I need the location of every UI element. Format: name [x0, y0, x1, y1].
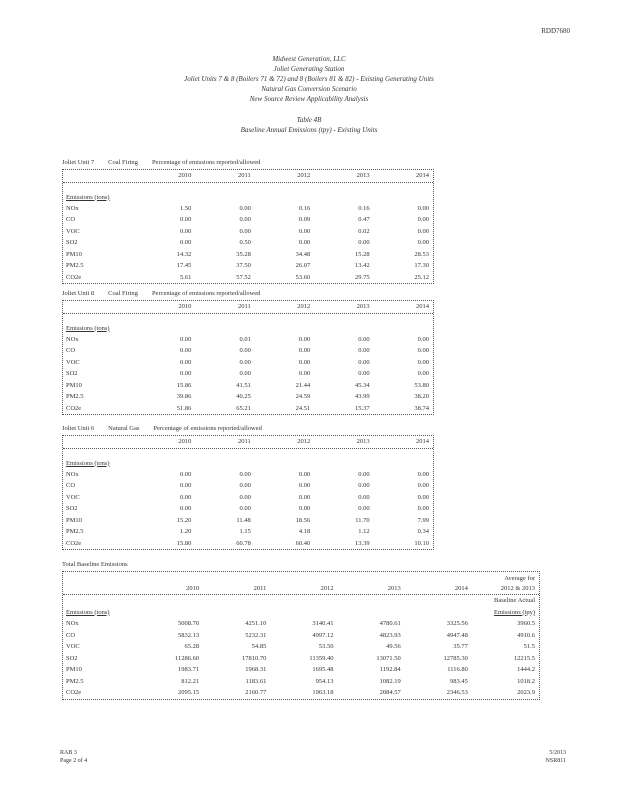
pollutant: CO: [66, 347, 76, 354]
cell-value: 0.00: [239, 204, 251, 212]
cell-value: 0.00: [358, 347, 370, 354]
cell-value: 2160.77: [245, 689, 267, 696]
baseline-header-line: Baseline Actual: [494, 597, 536, 604]
cell-value: 17810.70: [241, 654, 267, 662]
cell-value: 57.52: [236, 273, 251, 281]
pollutant: SO2: [66, 239, 78, 246]
year-header: 2013: [356, 303, 370, 310]
cell-value: 0.00: [417, 493, 430, 501]
cell-value: 1.20: [180, 528, 192, 535]
year-header-row: [63, 301, 433, 314]
cell-value: 13.42: [355, 262, 370, 269]
cell-value: 0.00: [180, 335, 192, 343]
pollutant: PM10: [66, 381, 82, 389]
year-header: 2014: [416, 303, 430, 310]
cell-value: 0.00: [358, 505, 370, 512]
blank: [63, 595, 136, 607]
cell-value: 4910.6: [517, 631, 536, 639]
cell-value: 11.48: [236, 516, 251, 524]
table-row: [63, 515, 433, 527]
pollutant: CO2e: [66, 404, 82, 412]
table-row: [63, 345, 433, 357]
table-caption: Total Baseline Emissions: [62, 561, 128, 568]
cell-value: 54.85: [251, 643, 267, 650]
note: Percentage of emissions reported/allowed: [151, 159, 261, 166]
cell-value: 5.61: [180, 273, 192, 281]
average-header-line: Average for: [504, 575, 536, 582]
cell-value: 4997.12: [312, 631, 334, 639]
pollutant: VOC: [66, 358, 80, 366]
cell-value: 43.99: [355, 393, 370, 400]
table-row: [63, 653, 539, 665]
cell-value: 26.07: [295, 262, 311, 269]
cell-value: 0.00: [239, 482, 251, 489]
year-header: 2012: [297, 172, 311, 179]
table-title: Table 4B: [296, 116, 322, 124]
table-row: [63, 664, 539, 676]
cell-value: 1444.2: [517, 666, 536, 673]
cell-value: 53.60: [295, 273, 311, 281]
table-row: [63, 676, 539, 688]
cell-value: 0.00: [417, 505, 430, 512]
header-line: New Source Review Applicability Analysis: [249, 95, 369, 103]
cell-value: 0.00: [417, 216, 430, 223]
section-row: [63, 607, 539, 619]
cell-value: 0.02: [358, 227, 370, 235]
baseline-header-line: Emissions (tpy): [494, 608, 536, 616]
cell-value: 0.00: [358, 358, 370, 366]
cell-value: 0.00: [298, 335, 311, 343]
cell-value: 0.00: [180, 347, 192, 354]
cell-value: 3325.56: [446, 620, 468, 627]
cell-value: 2095.15: [178, 689, 200, 696]
header-line: Joliet Generating Station: [273, 65, 345, 73]
cell-value: 4251.10: [245, 620, 267, 627]
cell-value: 14.32: [176, 250, 192, 258]
cell-value: 41.51: [236, 381, 251, 389]
cell-value: 2084.57: [379, 689, 401, 696]
cell-value: 24.59: [295, 393, 311, 400]
year-header: 2011: [238, 303, 251, 310]
cell-value: 15.20: [176, 516, 192, 524]
table-row: [63, 618, 539, 630]
cell-value: 0.00: [417, 239, 430, 246]
table-row: [63, 480, 433, 492]
cell-value: 13071.50: [376, 654, 401, 662]
year-header-row: [63, 436, 433, 449]
cell-value: 15.86: [176, 381, 192, 389]
fuel: Coal Firing: [108, 290, 138, 297]
cell-value: 0.00: [358, 335, 370, 343]
table-row: [63, 687, 539, 699]
cell-value: 38.74: [414, 404, 430, 412]
cell-value: 0.00: [358, 493, 370, 501]
cell-value: 5832.13: [178, 631, 200, 639]
table-row: [63, 334, 433, 346]
year-header-row: [63, 170, 433, 183]
table-row: [63, 357, 433, 369]
cell-value: 0.00: [180, 358, 192, 366]
page-number: Page 2 of 4: [60, 758, 88, 764]
cell-value: 0.00: [358, 482, 370, 489]
cell-value: 0.00: [239, 370, 251, 377]
header-line: Midwest Generation, LLC: [272, 55, 346, 63]
cell-value: 18.56: [295, 516, 311, 524]
cell-value: 0.00: [180, 216, 192, 223]
cell-value: 0.00: [358, 370, 370, 377]
table-row: [63, 403, 433, 415]
cell-value: 0.00: [180, 239, 192, 246]
year-header: 2011: [238, 438, 251, 445]
blank: [203, 595, 270, 607]
cell-value: 0.00: [298, 239, 311, 246]
pollutant: PM2.5: [66, 677, 84, 685]
blank: [270, 607, 337, 619]
section-label: Emissions (tons): [66, 608, 110, 616]
cell-value: 12785.30: [443, 654, 468, 662]
cell-value: 51.86: [176, 404, 192, 412]
fuel: Natural Gas: [108, 425, 140, 432]
unit-table: [62, 300, 434, 415]
cell-value: 37.50: [236, 262, 251, 269]
cell-value: 51.5: [523, 643, 536, 650]
year-header: 2010: [178, 438, 192, 445]
unit-table: [62, 435, 434, 550]
pollutant: CO: [66, 482, 76, 489]
pollutant: CO: [66, 216, 76, 223]
cell-value: 0.00: [417, 347, 430, 354]
cell-value: 0.00: [180, 470, 192, 478]
cell-value: 0.00: [298, 358, 311, 366]
cell-value: 25.12: [414, 273, 430, 281]
pollutant: CO2e: [66, 273, 82, 281]
cell-value: 1695.48: [312, 666, 334, 673]
cell-value: 35.77: [453, 643, 468, 650]
cell-value: 3960.5: [517, 620, 536, 627]
cell-value: 1983.71: [178, 666, 200, 673]
footer-date: 5/2013: [549, 750, 566, 756]
cell-value: 0.47: [358, 216, 370, 223]
year-header: 2010: [178, 172, 192, 179]
blank: [63, 170, 136, 182]
cell-value: 1.12: [358, 528, 370, 535]
cell-value: 5008.70: [178, 620, 200, 627]
cell-value: 0.09: [298, 216, 311, 223]
baseline-header-row: [63, 595, 539, 607]
cell-value: 15.37: [355, 404, 370, 412]
pollutant: VOC: [66, 643, 80, 650]
footer-left: [60, 749, 87, 765]
pollutant: NOx: [66, 620, 79, 627]
cell-value: 24.51: [295, 404, 311, 412]
cell-value: 0.00: [239, 347, 251, 354]
cell-value: 65.28: [184, 643, 200, 650]
cell-value: 0.00: [298, 505, 311, 512]
cell-value: 60.40: [295, 539, 311, 547]
cell-value: 28.53: [414, 250, 430, 258]
cell-value: 12215.5: [513, 654, 536, 662]
pollutant: SO2: [66, 505, 78, 512]
pollutant: PM10: [66, 516, 82, 524]
year-header: 2012: [297, 303, 311, 310]
cell-value: 0.00: [417, 227, 430, 235]
average-header-line: 2012 & 2013: [500, 585, 536, 592]
note: Percentage of emissions reported/allowed: [153, 425, 262, 432]
cell-value: 0.00: [239, 493, 251, 501]
year-header: 2010: [186, 584, 200, 592]
cell-value: 11286.60: [175, 654, 200, 662]
cell-value: 21.44: [295, 381, 311, 389]
cell-value: 40.25: [236, 393, 251, 400]
table-row: [63, 492, 433, 504]
pollutant: PM2.5: [66, 528, 84, 535]
cell-value: 0.00: [298, 370, 311, 377]
cell-value: 0.00: [298, 347, 311, 354]
cell-value: 983.45: [449, 677, 468, 685]
cell-value: 0.34: [417, 528, 430, 535]
blank: [203, 607, 270, 619]
pollutant: CO2e: [66, 539, 82, 547]
table-row: [63, 226, 433, 238]
pollutant: PM10: [66, 250, 82, 258]
pollutant: PM10: [66, 666, 82, 673]
cell-value: 0.00: [239, 216, 251, 223]
cell-value: 0.00: [239, 227, 251, 235]
header-line: Natural Gas Conversion Scenario: [261, 85, 357, 93]
pollutant: CO2e: [66, 689, 82, 696]
pollutant: PM2.5: [66, 393, 84, 400]
pollutant: NOx: [66, 204, 79, 212]
cell-value: 954.13: [315, 677, 334, 685]
cell-value: 1082.19: [379, 677, 401, 685]
cell-value: 1116.80: [447, 666, 468, 673]
year-header: 2013: [387, 584, 401, 592]
blank: [338, 595, 405, 607]
table-row: [63, 368, 433, 380]
cell-value: 0.00: [417, 335, 430, 343]
cell-value: 0.00: [298, 470, 311, 478]
cell-value: 17.45: [176, 262, 192, 269]
cell-value: 1968.31: [245, 666, 267, 673]
blank: [63, 301, 136, 313]
footer-right: [546, 749, 566, 765]
cell-value: 4780.61: [379, 620, 401, 627]
cell-value: 4947.48: [446, 631, 468, 639]
pollutant: SO2: [66, 370, 78, 377]
year-header-row: [63, 572, 539, 595]
cell-value: 0.00: [358, 239, 370, 246]
year-header: 2011: [253, 584, 267, 592]
cell-value: 0.16: [298, 204, 311, 212]
cell-value: 53.50: [318, 643, 334, 650]
pollutant: CO: [66, 631, 76, 639]
cell-value: 35.28: [236, 250, 251, 258]
cell-value: 4823.93: [379, 631, 401, 639]
cell-value: 29.75: [355, 273, 370, 281]
cell-value: 5232.31: [245, 631, 267, 639]
blank: [136, 607, 203, 619]
cell-value: 13.39: [355, 539, 370, 547]
cell-value: 1018.2: [517, 677, 536, 685]
cell-value: 0.50: [239, 239, 251, 246]
cell-value: 2346.53: [446, 689, 468, 696]
table-row: [63, 391, 433, 403]
cell-value: 11359.40: [309, 654, 334, 662]
table-row: [63, 469, 433, 481]
section-label: Emissions (tons): [66, 324, 110, 332]
table-caption: [62, 290, 274, 297]
pollutant: VOC: [66, 227, 80, 235]
cell-value: 17.30: [414, 262, 430, 269]
table-row: [63, 630, 539, 642]
cell-value: 1.15: [239, 528, 251, 535]
pollutant: VOC: [66, 493, 80, 501]
unit: Joliet Unit 6: [62, 425, 95, 432]
table-row: [63, 214, 433, 226]
blank: [136, 595, 203, 607]
average-header: [472, 574, 539, 594]
document-id: RDD7680: [541, 27, 570, 35]
cell-value: 1183.61: [245, 677, 267, 685]
cell-value: 10.10: [414, 539, 430, 547]
cell-value: 15.28: [355, 250, 370, 258]
table-row: [63, 641, 539, 653]
cell-value: 1192.84: [379, 666, 401, 673]
blank: [270, 595, 337, 607]
cell-value: 0.00: [180, 370, 192, 377]
unit-table: [62, 169, 434, 284]
cell-value: 49.56: [386, 643, 401, 650]
table-row: [63, 503, 433, 515]
cell-value: 0.00: [298, 482, 311, 489]
cell-value: 812.21: [181, 677, 200, 685]
cell-value: 11.70: [355, 516, 370, 524]
cell-value: 0.00: [239, 505, 251, 512]
section-label: Emissions (tons): [66, 459, 110, 467]
table-caption: [62, 159, 274, 166]
year-header: 2012: [320, 584, 334, 592]
cell-value: 0.16: [358, 204, 370, 212]
total-table: [62, 571, 540, 700]
blank: [405, 595, 472, 607]
cell-value: 0.01: [239, 335, 251, 343]
section-label: Emissions (tons): [66, 193, 110, 201]
cell-value: 53.80: [414, 381, 430, 389]
pollutant: NOx: [66, 470, 79, 478]
footer-code: NSR811: [545, 758, 566, 764]
table-row: [63, 380, 433, 392]
cell-value: 7.99: [417, 516, 430, 524]
document-header: [0, 54, 618, 104]
table-subtitle: Baseline Annual Emissions (tpy) - Existing Units: [240, 126, 378, 134]
blank: [63, 436, 136, 448]
year-header: 2014: [416, 438, 430, 445]
cell-value: 0.00: [298, 227, 311, 235]
table-row: [63, 526, 433, 538]
year-header: 2014: [454, 584, 468, 592]
cell-value: 1963.18: [312, 689, 334, 696]
header-line: Joliet Units 7 & 8 (Boilers 71 & 72) and 8 (Boilers 81 & 82) - Existing Generating Units: [184, 75, 434, 83]
cell-value: 0.00: [239, 358, 251, 366]
cell-value: 0.00: [358, 470, 370, 478]
table-row: [63, 237, 433, 249]
blank: [405, 607, 472, 619]
table-row: [63, 538, 433, 550]
year-header: 2010: [178, 303, 192, 310]
cell-value: 0.00: [298, 493, 311, 501]
cell-value: 0.00: [180, 482, 192, 489]
unit: Joliet Unit 7: [62, 159, 95, 166]
pollutant: NOx: [66, 335, 79, 343]
cell-value: 15.80: [176, 539, 192, 547]
cell-value: 3140.41: [312, 620, 334, 627]
cell-value: 0.00: [180, 493, 192, 501]
cell-value: 1.50: [180, 204, 192, 212]
cell-value: 45.34: [355, 381, 370, 389]
table-row: [63, 249, 433, 261]
year-header: 2014: [416, 172, 430, 179]
cell-value: 60.78: [236, 539, 251, 547]
cell-value: 38.20: [414, 393, 430, 400]
cell-value: 4.18: [298, 528, 311, 535]
table-row: [63, 260, 433, 272]
cell-value: 0.00: [417, 204, 430, 212]
table-row: [63, 272, 433, 284]
cell-value: 2023.9: [517, 689, 536, 696]
cell-value: 0.00: [417, 482, 430, 489]
table-row: [63, 203, 433, 215]
cell-value: 65.21: [236, 404, 251, 412]
blank: [338, 607, 405, 619]
fuel: Coal Firing: [108, 159, 138, 166]
year-header: 2013: [356, 172, 370, 179]
cell-value: 0.00: [417, 470, 430, 478]
year-header: 2013: [356, 438, 370, 445]
cell-value: 34.48: [295, 250, 311, 258]
pollutant: SO2: [66, 654, 78, 662]
table-caption: [62, 425, 276, 432]
year-header: 2011: [238, 172, 251, 179]
year-header: 2012: [297, 438, 311, 445]
cell-value: 0.00: [239, 470, 251, 478]
note: Percentage of emissions reported/allowed: [151, 290, 261, 297]
cell-value: 0.00: [417, 370, 430, 377]
footer-ref: RAB 3: [60, 750, 77, 756]
cell-value: 0.00: [180, 227, 192, 235]
cell-value: 0.00: [180, 505, 192, 512]
unit: Joliet Unit 8: [62, 290, 95, 297]
cell-value: 39.86: [176, 393, 192, 400]
cell-value: 0.00: [417, 358, 430, 366]
pollutant: PM2.5: [66, 262, 84, 269]
